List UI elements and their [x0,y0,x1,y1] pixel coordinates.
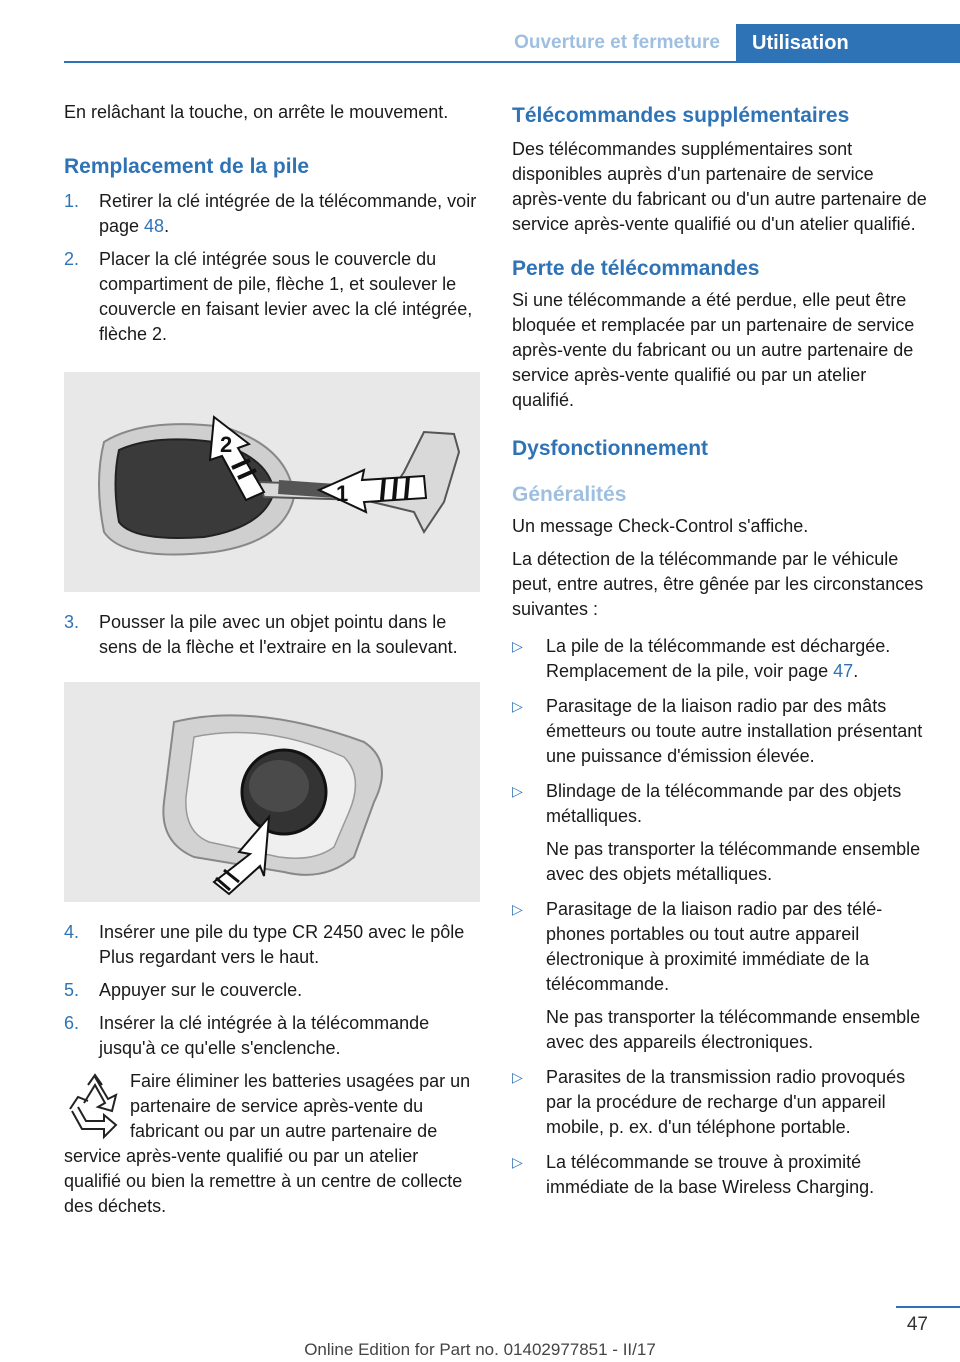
step-item [64,189,480,239]
battery-removal-figure [64,682,480,902]
additional-remotes-heading: Télécommandes supplémentaires [512,104,850,127]
detection-text: La détection de la télécommande par le véhicule peut, entre autres, être gênée par les circonstances suivantes : [512,549,924,619]
list-item [512,779,928,887]
bullet-triangle-icon: ▷ [512,698,523,714]
list-item-text: La pile de la télécommande est déchargée. Remplacement de la pile, voir page [546,636,891,681]
bullet-triangle-icon: ▷ [512,783,523,799]
page-number: 47 [906,1314,928,1335]
header-section-title: Ouverture et fermeture [514,32,720,53]
arrow-2-label: 2 [220,432,233,457]
header-chapter-tab: Utilisation [736,24,960,63]
step-number: 3. [64,612,80,632]
list-item-text: Parasitage de la liaison radio par des mâts émetteurs ou toute autre installation présentant une puissance d'émission élevée. [546,696,923,766]
step-item [64,920,480,970]
list-item [512,897,928,1055]
list-item [512,634,928,684]
step-item [64,978,480,1003]
bullet-triangle-icon: ▷ [512,901,523,917]
header-rule [64,61,960,63]
general-heading: Généralités [512,483,627,506]
page-reference-link[interactable]: 48 [144,216,165,236]
step-item [64,247,480,347]
arrow-1-label: 1 [336,481,349,506]
footer-rule [896,1306,960,1308]
step-number: 5. [64,980,80,1000]
step-number: 4. [64,922,80,942]
bullet-triangle-icon: ▷ [512,1069,523,1085]
additional-remotes-text: Des télécommandes supplémentaires sont disponibles auprès d'un partenaire de service après-vente du fabricant ou d'un autre partenaire de service après-vente qualifié ou d'un atelier qualifié. [512,139,927,234]
battery-replacement-heading: Remplacement de la pile [64,155,310,178]
list-item-advice: Ne pas transporter la télécommande ensemble avec des appareils électroniques. [546,1007,921,1052]
step-text: Retirer la clé intégrée de la télécommande, voir page [99,191,477,236]
recycling-note-text: Faire éliminer les batteries usagées par un partenaire de service après-vente du fabricant ou par un autre partenaire de service après-vente qualifié ou par un atelier qualifié ou bien la remettre à un centre de collecte des déchets. [64,1071,471,1216]
step-text: Appuyer sur le couvercle. [99,980,303,1000]
step-text: Insérer une pile du type CR 2450 avec le pôle Plus regardant vers le haut. [99,922,465,967]
interference-list [512,634,928,1200]
list-item-text: Blindage de la télécommande par des objets métalliques. [546,781,902,826]
step-text: Pousser la pile avec un objet pointu dans le sens de la flèche et l'extraire en la soulevant. [99,612,458,657]
recycle-icon [64,1071,126,1141]
list-item [512,1065,928,1140]
step-text: Placer la clé intégrée sous le couvercle du compartiment de pile, flèche 1, et soulever le couvercle en faisant levier avec la clé intégrée, flèche 2. [99,249,473,344]
step-number: 6. [64,1013,80,1033]
bullet-triangle-icon: ▷ [512,638,523,654]
list-item [512,694,928,769]
step-text: Insérer la clé intégrée à la télécommande jusqu'à ce qu'elle s'enclenche. [99,1013,430,1058]
lost-remotes-text: Si une télécommande a été perdue, elle peut être bloquée et remplacée par un partenaire de service après-vente du fabricant ou un autre partenaire de service après-vente qualifié ou par un atelier qualifié. [512,290,915,410]
step-text-suffix: . [164,216,170,236]
recycling-note [64,1069,480,1219]
step-item [64,1011,480,1061]
left-column [64,100,480,1227]
step-number: 1. [64,191,80,211]
steps-list-b [64,920,480,1061]
list-item-text: Parasitage de la liaison radio par des téléphones portables ou tout autre appareil électronique à proximité immédiate de la télécommande. [546,899,883,994]
edition-text: Online Edition for Part no. 01402977851 - II/17 [304,1340,656,1359]
list-item-suffix: . [853,661,859,681]
list-item [512,1150,928,1200]
intro-text: En relâchant la touche, on arrête le mouvement. [64,102,449,122]
malfunction-heading: Dysfonctionnement [512,437,709,460]
check-control-text: Un message Check-Control s'affiche. [512,516,809,536]
list-item-advice: Ne pas transporter la télécommande ensemble avec des objets métalliques. [546,839,921,884]
steps-list-step3 [64,610,480,660]
right-column [512,100,928,1210]
steps-list-a [64,189,480,347]
lost-remotes-heading: Perte de télécommandes [512,257,760,280]
bullet-triangle-icon: ▷ [512,1154,523,1170]
step-number: 2. [64,249,80,269]
list-item-text: Parasites de la transmission radio provoqués par la procédure de recharge d'un appareil mobile, p. ex. d'un téléphone portable. [546,1067,906,1137]
step-item [64,610,480,660]
footer [0,1340,960,1360]
list-item-text: La télécommande se trouve à proximité immédiate de la base Wireless Charging. [546,1152,875,1197]
page-reference-link[interactable]: 47 [833,661,854,681]
key-opening-figure [64,372,480,592]
